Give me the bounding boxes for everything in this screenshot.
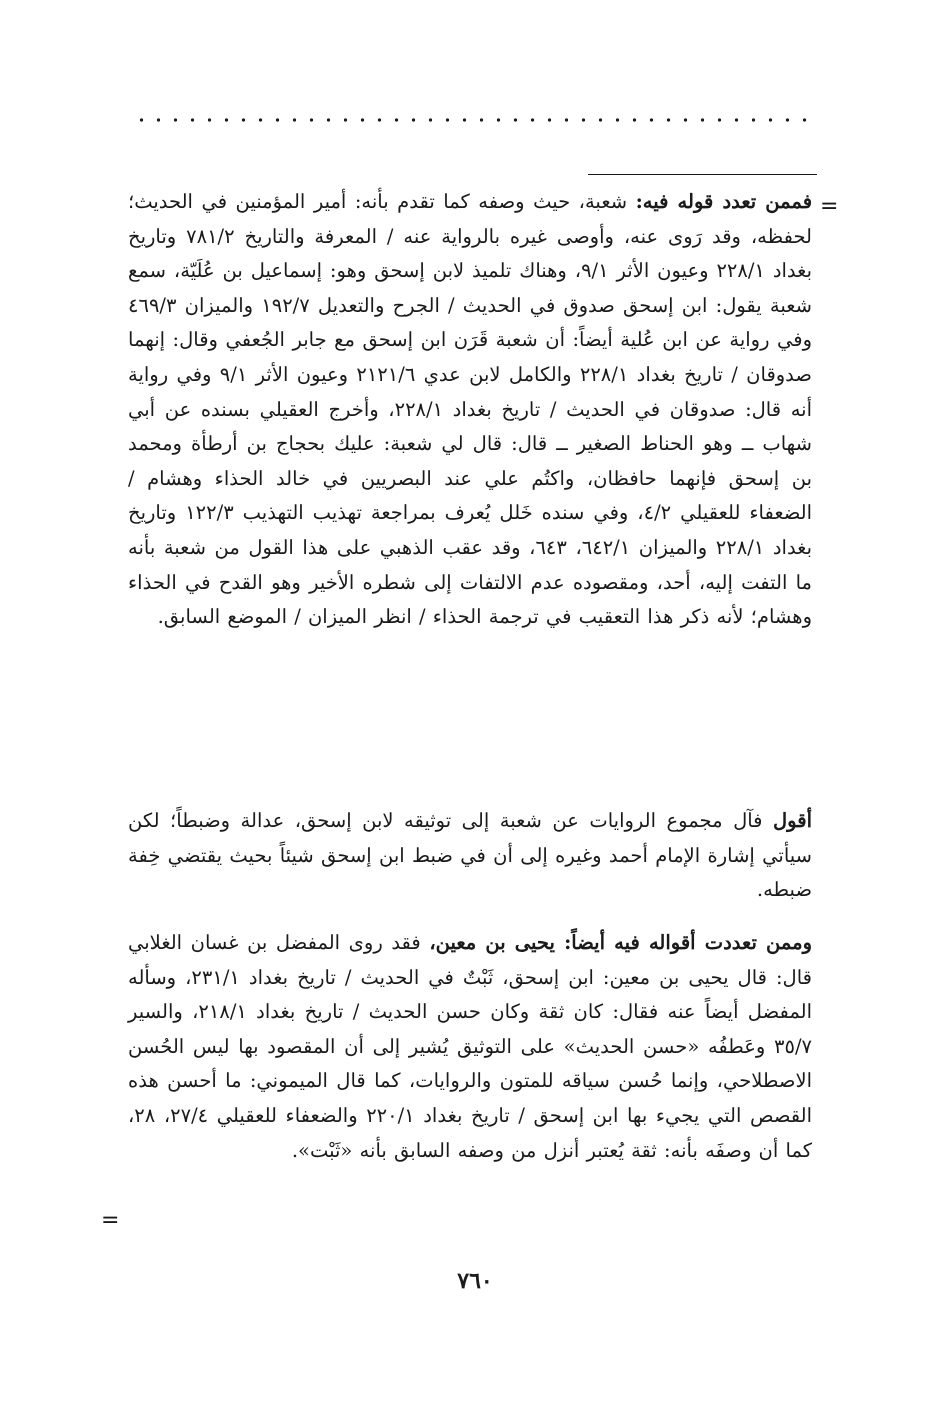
page-number: ٧٦٠ — [457, 1268, 493, 1294]
paragraph-text: فقد روى المفضل بن غسان الغلابي قال: قال يحيى بن معين: ابن إسحق، ثَبْتٌ في الحديث / تاريخ بغداد ٢٣١/١، وسأله المفضل أيضاً عنه فقال: كان ثقة وكان حسن الحديث / تاريخ بغداد ٢١٨/١، والسير ٣٥/٧ وعَطفُه «حسن الحديث» على التوثيق يُشير إلى أن المقصود بها ليس الحُسن الاصطلاحي، وإنما حُسن سياقه للمتون والروايات، كما قال الميموني: ما أحسن هذه القصص التي يجيء بها ابن إسحق / تاريخ بغداد ٢٢٠/١ والضعفاء للعقيلي ٢٧/٤، ٢٨، كما أن وصفَه بأنه: ثقة يُعتبر أنزل من وصفه السابق بأنه «ثَبْت». — [128, 931, 812, 1162]
footnote-separator-line — [588, 174, 817, 175]
paragraph-lead: فممن تعدد قوله فيه: — [635, 190, 813, 213]
header-dotted-rule — [133, 118, 817, 122]
footnote-paragraph-ibn-maeen — [128, 926, 812, 1168]
footnote-paragraph-shuba — [128, 185, 812, 635]
continuation-mark-bottom: = — [101, 1208, 120, 1233]
paragraph-lead: أقول — [773, 809, 812, 832]
paragraph-lead: وممن تعددت أقواله فيه أيضاً: يحيى بن معين، — [429, 931, 813, 954]
paragraph-text: شعبة، حيث وصفه كما تقدم بأنه: أمير المؤمنين في الحديث؛ لحفظه، وقد رَوى عنه، وأوصى غيره بالرواية عنه / المعرفة والتاريخ ٧٨١/٢ وتاريخ بغداد ٢٢٨/١ وعيون الأثر ٩/١، وهناك تلميذ لابن إسحق وهو: إسماعيل بن عُلَيّة، سمع شعبة يقول: ابن إسحق صدوق في الحديث / الجرح والتعديل ١٩٢/٧ والميزان ٤٦٩/٣ وفي رواية عن ابن عُلية أيضاً: أن شعبة قَرَن ابن إسحق مع جابر الجُعفي وقال: إنهما صدوقان / تاريخ بغداد ٢٢٨/١ والكامل لابن عدي ٢١٢١/٦ وعيون الأثر ٩/١ وفي رواية أنه قال: صدوقان في الحديث / تاريخ بغداد ٢٢٨/١، وأخرج العقيلي بسنده عن أبي شهاب ــ وهو الحناط الصغير ــ قال: قال لي شعبة: عليك بحجاج بن أرطأة ومحمد بن إسحق فإنهما حافظان، واكتُم علي عند البصريين في خالد الحذاء وهشام / الضعفاء للعقيلي ٤/٢، وفي سنده خَلل يُعرف بمراجعة تهذيب التهذيب ١٢٢/٣ وتاريخ بغداد ٢٢٨/١ والميزان ٦٤٢/١، ٦٤٣، وقد عقب الذهبي على هذا القول من شعبة بأنه ما التفت إليه، أحد، ومقصوده عدم الالتفات إلى شطره الأخير وهو القدح في الحذاء وهشام؛ لأنه ذكر هذا التعقيب في ترجمة الحذاء / انظر الميزان / الموضع السابق. — [128, 190, 813, 629]
paragraph-text: فآل مجموع الروايات عن شعبة إلى توثيقه لابن إسحق، عدالة وضبطاً؛ لكن سيأتي إشارة الإمام أحمد وغيره إلى أن في ضبط ابن إسحق شيئاً بحيث يقتضي خِفة ضبطه. — [128, 809, 812, 902]
continuation-mark-top: = — [820, 194, 839, 219]
footnote-paragraph-aqool — [128, 804, 812, 908]
